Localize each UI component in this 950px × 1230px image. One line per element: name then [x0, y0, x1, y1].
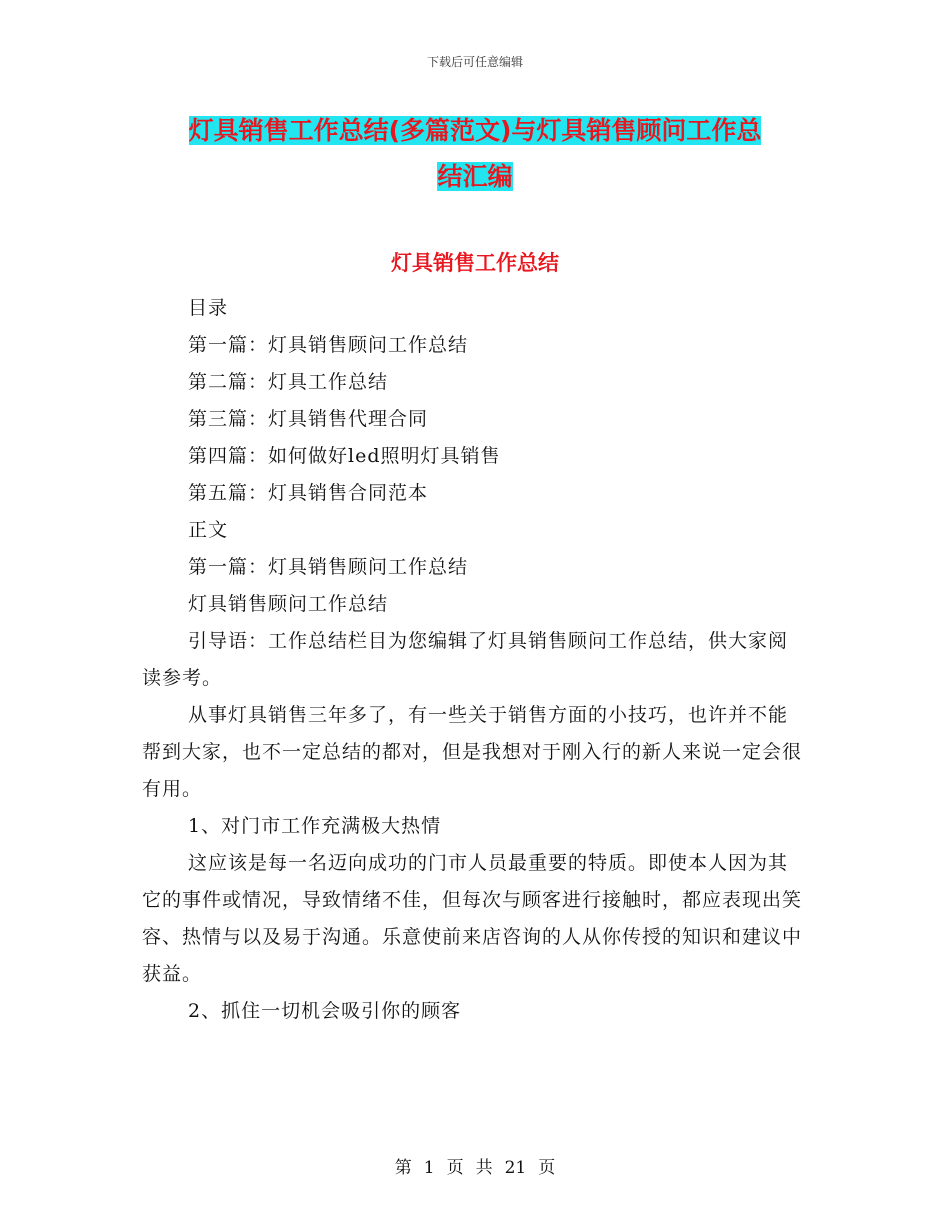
- header-note: 下载后可任意编辑: [426, 55, 523, 69]
- document-title-line2: 结汇编: [437, 162, 513, 191]
- body-heading: 正文: [188, 519, 229, 541]
- intro-paragraph: 引导语：工作总结栏目为您编辑了灯具销售顾问工作总结，供大家阅读参考。: [142, 630, 789, 689]
- document-title-line1: 灯具销售工作总结(多篇范文)与灯具销售顾问工作总: [188, 116, 762, 145]
- toc-heading: 目录: [188, 297, 229, 319]
- point-heading: 2、抓住一切机会吸引你的顾客: [188, 1000, 462, 1022]
- footer-page-label: 页: [446, 1158, 464, 1178]
- point-heading: 1、对门市工作充满极大热情: [188, 815, 442, 837]
- toc-item: 第一篇：灯具销售顾问工作总结: [188, 334, 469, 356]
- chapter-subtitle: 灯具销售顾问工作总结: [188, 593, 389, 615]
- toc-item: 第四篇：如何做好led照明灯具销售: [188, 445, 501, 467]
- paragraph: 这应该是每一名迈向成功的门市人员最重要的特质。即使本人因为其它的事件或情况，导致情绪不佳，但每次与顾客进行接触时，都应表现出笑容、热情与以及易于沟通。乐意使前来店咨询的人从你传授的知识和建议中获益。: [142, 852, 803, 985]
- document-title: [150, 108, 800, 200]
- paragraph: 从事灯具销售三年多了，有一些关于销售方面的小技巧，也许并不能帮到大家，也不一定总结的都对，但是我想对于刚入行的新人来说一定会很有用。: [142, 704, 803, 800]
- footer-prefix: 第: [394, 1158, 412, 1178]
- footer-total-label: 共: [475, 1158, 493, 1178]
- toc-item: 第二篇：灯具工作总结: [188, 371, 389, 393]
- footer-suffix: 页: [538, 1158, 556, 1178]
- section-title: 灯具销售工作总结: [391, 251, 559, 275]
- page-footer: [0, 1153, 950, 1178]
- document-body: [142, 290, 802, 1030]
- toc-item: 第五篇：灯具销售合同范本: [188, 482, 429, 504]
- chapter-title: 第一篇：灯具销售顾问工作总结: [188, 556, 469, 578]
- toc-item: 第三篇：灯具销售代理合同: [188, 408, 429, 430]
- total-pages: 21: [504, 1158, 527, 1178]
- page-number: 1: [423, 1158, 435, 1178]
